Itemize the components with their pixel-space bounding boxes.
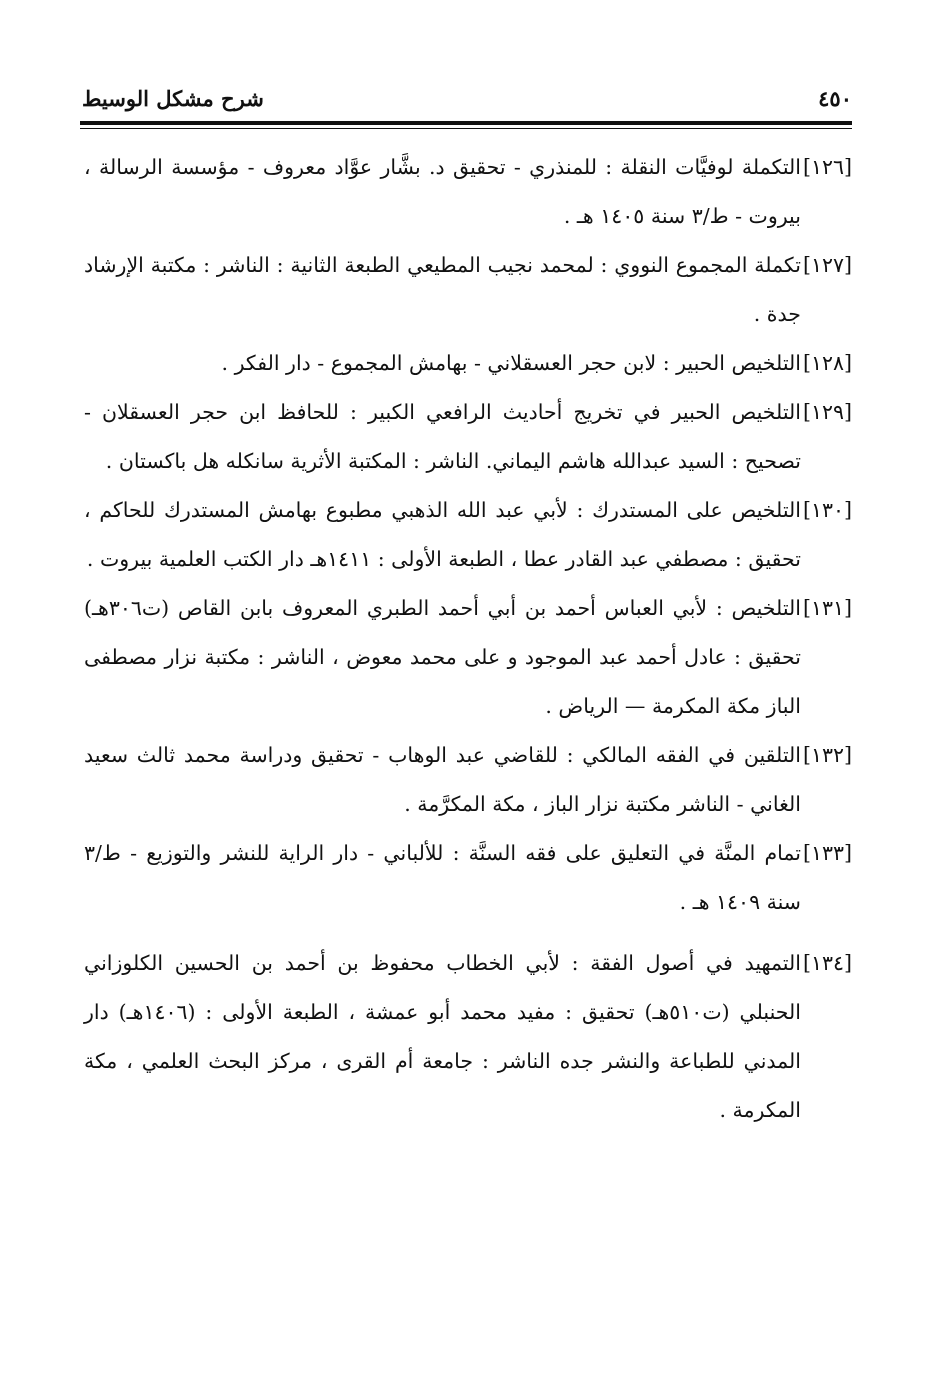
entry-number: [١٣١] <box>802 596 852 620</box>
entry-text: تكملة المجموع النووي : لمحمد نجيب المطيعي الطبعة الثانية : الناشر : مكتبة الإرشاد جدة . <box>84 253 801 326</box>
entry-text: التمهيد في أصول الفقة : لأبي الخطاب محفوظ بن أحمد بن الحسين الكلوزاني الحنبلي (ت٥١٠هـ) تحقيق : مفيد محمد أبو عمشة ، الطبعة الأولى : (١٤٠٦هـ) دار المدني للطباعة والنشر جده الناشر : جامعة أم القرى ، مركز البحث العلمي ، مكة المكرمة . <box>84 951 801 1122</box>
bibliography-entry <box>84 388 852 486</box>
entry-number: [١٢٧] <box>802 253 852 277</box>
bibliography-entry <box>84 241 852 339</box>
bibliography-entry <box>84 584 852 731</box>
entry-text: التلخيص الحبير : لابن حجر العسقلاني - بهامش المجموع - دار الفكر . <box>221 351 801 375</box>
entry-number: [١٢٦] <box>802 155 852 179</box>
bibliography-entry <box>84 486 852 584</box>
bibliography-entry <box>84 939 852 1135</box>
page-number: ٤٥٠ <box>818 86 852 111</box>
page-header <box>80 82 852 118</box>
entry-text: التلقين في الفقه المالكي : للقاضي عبد الوهاب - تحقيق ودراسة محمد ثالث سعيد الغاني - الناشر مكتبة نزار الباز ، مكة المكرَّمة . <box>84 743 801 816</box>
bibliography-list <box>84 143 852 1135</box>
entry-number: [١٢٨] <box>802 351 852 375</box>
running-title: شرح مشكل الوسيط <box>82 86 264 111</box>
entry-text: التلخيص الحبير في تخريج أحاديث الرافعي الكبير : للحافظ ابن حجر العسقلان - تصحيح : السيد عبدالله هاشم اليماني. الناشر : المكتبة الأثرية سانكله هل باكستان . <box>84 400 801 473</box>
entry-text: التكملة لوفيَّات النقلة : للمنذري - تحقيق د. بشَّار عوَّاد معروف - مؤسسة الرسالة ، بيروت - ط/٣ سنة ١٤٠٥ هـ . <box>84 155 801 228</box>
header-rule-thin <box>80 128 852 129</box>
entry-text: التلخيص على المستدرك : لأبي عبد الله الذهبي مطبوع بهامش المستدرك للحاكم ، تحقيق : مصطفي عبد القادر عطا ، الطبعة الأولى : ١٤١١هـ دار الكتب العلمية بيروت . <box>84 498 801 571</box>
entry-number: [١٢٩] <box>802 400 852 424</box>
bibliography-entry <box>84 339 852 388</box>
entry-number: [١٣٠] <box>802 498 852 522</box>
header-rule-thick <box>80 121 852 125</box>
bibliography-entry <box>84 731 852 829</box>
entry-text: تمام المنَّة في التعليق على فقه السنَّة : للألباني - دار الراية للنشر والتوزيع - ط/٣ سنة ١٤٠٩ هـ . <box>84 841 801 914</box>
entry-number: [١٣٤] <box>802 951 852 975</box>
entry-number: [١٣٣] <box>802 841 852 865</box>
entry-number: [١٣٢] <box>802 743 852 767</box>
bibliography-entry <box>84 829 852 927</box>
entry-text: التلخيص : لأبي العباس أحمد بن أبي أحمد الطبري المعروف بابن القاص (ت٣٠٦هـ) تحقيق : عادل أحمد عبد الموجود و على محمد معوض ، الناشر : مكتبة نزار مصطفى الباز مكة المكرمة — الرياض . <box>84 596 801 718</box>
bibliography-entry <box>84 143 852 241</box>
